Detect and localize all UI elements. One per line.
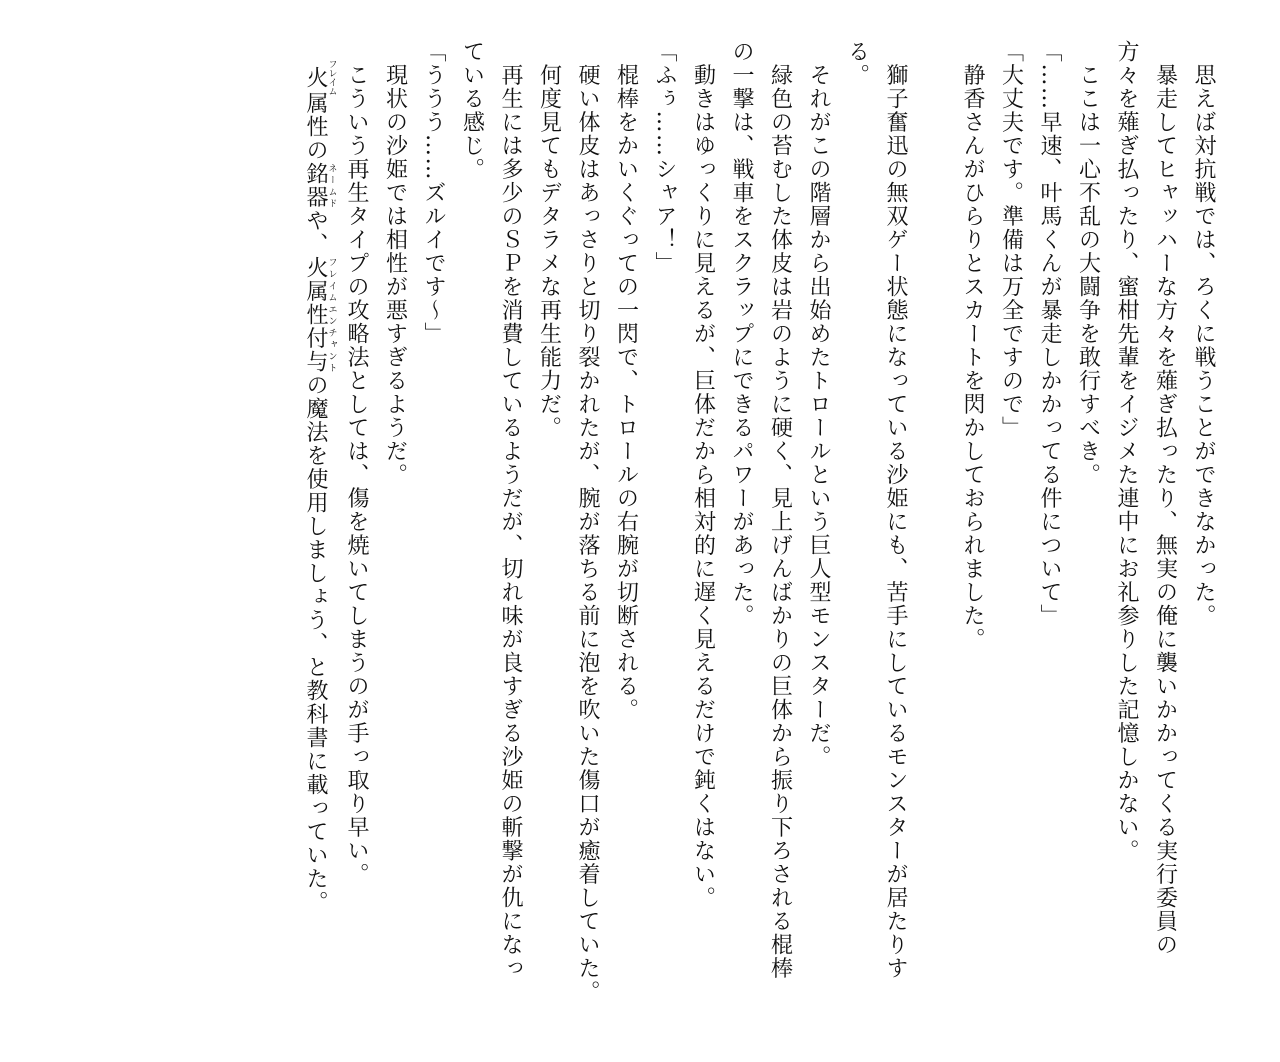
ruby-reading: フレイムエンチャント xyxy=(326,256,337,374)
vertical-text-body xyxy=(32,40,1222,1030)
text-line: 静香さんがひらりとスカートを閃かしておられました。 xyxy=(960,40,985,651)
ruby-annotation xyxy=(303,256,337,374)
blank-line xyxy=(914,40,953,1030)
ruby-reading: ネームド xyxy=(326,162,337,209)
text-line: 方々を薙ぎ払ったり、蜜柑先輩をイジメた連中にお礼参りした記憶しかない。 xyxy=(1114,40,1139,863)
ruby-base: 火 xyxy=(303,59,328,96)
text-line: 動きはゆっくりに見えるが、巨体だから相対的に遅く見えるだけで鈍くはない。 xyxy=(690,40,716,910)
text-line: こういう再生タイプの攻略法としては、傷を焼いてしまうのが手っ取り早い。 xyxy=(344,40,369,886)
ruby-annotation xyxy=(303,162,337,209)
text-line: の一撃は、戦車をスクラップにできるパワーがあった。 xyxy=(729,40,754,628)
text-line: それがこの階層から出始めたトロールという巨人型モンスターだ。 xyxy=(806,40,831,769)
text-line: 獅子奮迅の無双ゲー状態になっている沙姫にも、苦手にしているモンスターが居たりす xyxy=(883,40,908,980)
text-line: 現状の沙姫では相性が悪すぎるようだ。 xyxy=(382,40,408,487)
text-line: 「大丈夫です。準備は万全ですので」 xyxy=(998,40,1024,440)
text-line: 棍棒をかいくぐっての一閃で、トロールの右腕が切断される。 xyxy=(613,40,639,722)
text-line: 何度見てもデタラメな再生能力だ。 xyxy=(536,40,562,440)
text-line: 再生には多少のＳＰを消費しているようだが、切れ味が良すぎる沙姫の斬撃が仇になっ xyxy=(498,40,523,980)
ruby-reading: フレイム xyxy=(326,59,337,96)
text-line: 思えば対抗戦では、ろくに戦うことができなかった。 xyxy=(1191,40,1216,628)
ruby-annotation xyxy=(303,59,337,96)
text-segment: や、 xyxy=(303,209,328,256)
text-line: ここは一心不乱の大闘争を敢行すべき。 xyxy=(1075,40,1101,487)
text-line: 「ううう……ズルイです～」 xyxy=(421,40,446,346)
text-line: 硬い体皮はあっさりと切り裂かれたが、腕が落ちる前に泡を吹いた傷口が癒着していた。 xyxy=(575,40,600,1004)
text-line: 緑色の苔むした体皮は岩のように硬く、見上げんばかりの巨体から振り下ろされる棍棒 xyxy=(767,40,793,980)
text-line xyxy=(296,40,337,1030)
text-segment: 属性の xyxy=(303,91,328,162)
ruby-base: 火属性付与 xyxy=(303,256,328,374)
text-line: 「……早速、叶馬くんが暴走しかかってる件について」 xyxy=(1037,40,1062,628)
text-line: る。 xyxy=(844,40,870,87)
text-segment: の魔法を使用しましょう、と教科書に載っていた。 xyxy=(303,373,328,914)
text-line: 「ふぅ……シャア！」 xyxy=(652,40,677,275)
text-line: ている感じ。 xyxy=(459,40,485,181)
ruby-base: 銘器 xyxy=(303,162,328,209)
text-line: 暴走してヒャッハーな方々を薙ぎ払ったり、無実の俺に襲いかかってくる実行委員の xyxy=(1152,40,1178,957)
